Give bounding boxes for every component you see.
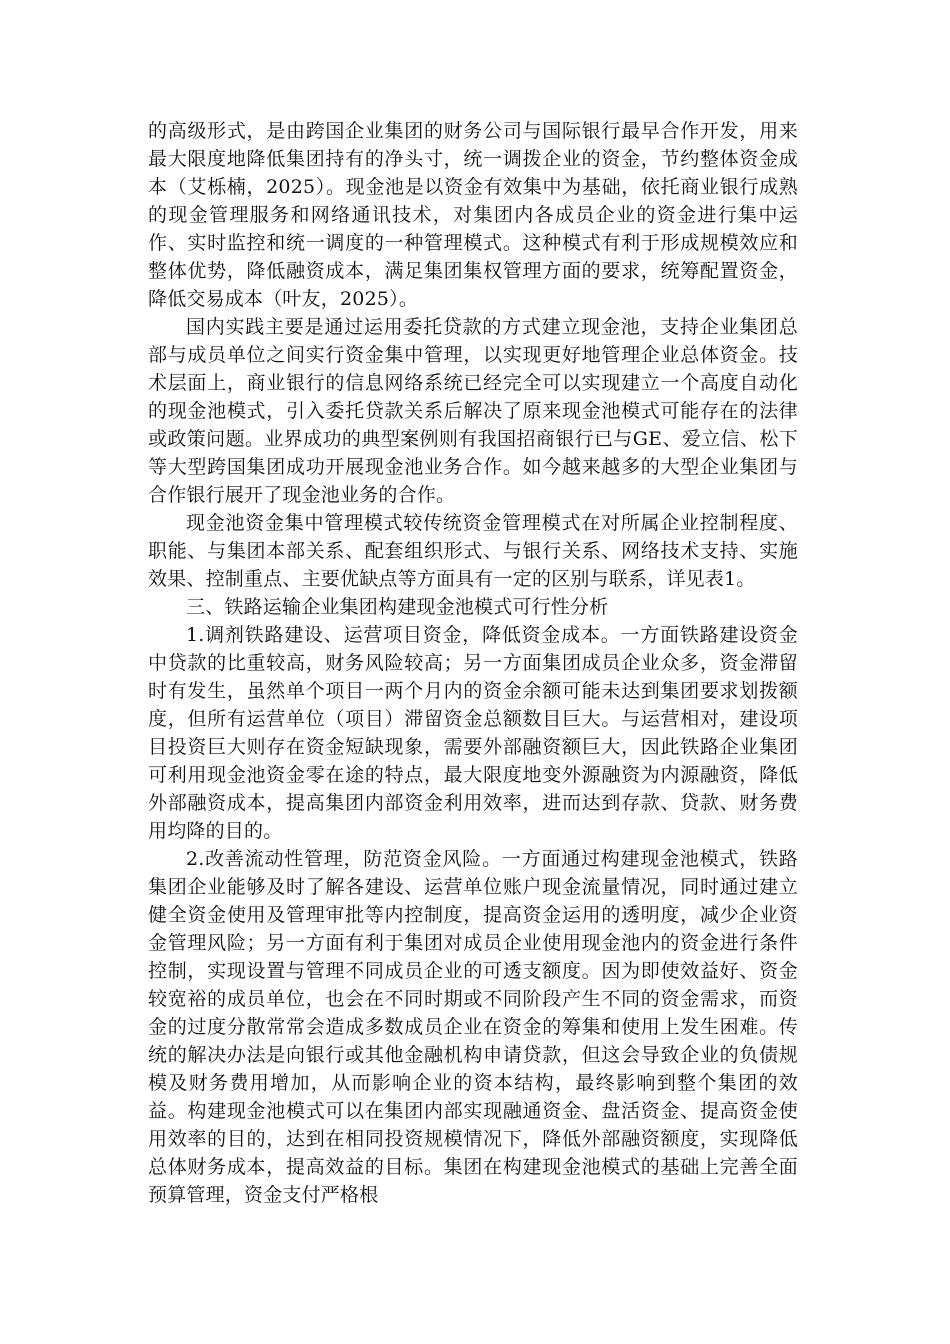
paragraph-point-1: 1.调剂铁路建设、运营项目资金，降低资金成本。一方面铁路建设资金中贷款的比重较高，财务风险较高；另一方面集团成员企业众多，资金滞留时有发生，虽然单个项目一两个月内的资金余额可能未达到集团要求划拨额度，但所有运营单位（项目）滞留资金总额数目巨大。与运营相对，建设项目投资巨大则存在资金短缺现象，需要外部融资额巨大，因此铁路企业集团可利用现金池资金零在途的特点，最大限度地变外源融资为内源融资，降低外部融资成本，提高集团内部资金利用效率，进而达到存款、贷款、财务费用均降的目的。: [148, 624, 798, 842]
document-body: [148, 117, 798, 1209]
section-heading-feasibility: 三、铁路运输企业集团构建现金池模式可行性分析: [186, 596, 609, 618]
paragraph-point-2: 2.改善流动性管理，防范资金风险。一方面通过构建现金池模式，铁路集团企业能够及时了解各建设、运营单位账户现金流量情况，同时通过建立健全资金使用及管理审批等内控制度，提高资金运用的透明度，减少企业资金管理风险；另一方面有利于集团对成员企业使用现金池内的资金进行条件控制，实现设置与管理不同成员企业的可透支额度。因为即使效益好、资金较宽裕的成员单位，也会在不同时期或不同阶段产生不同的资金需求，而资金的过度分散常常会造成多数成员企业在资金的筹集和使用上发生困难。传统的解决办法是向银行或其他金融机构申请贷款，但这会导致企业的负债规模及财务费用增加，从而影响企业的资本结构，最终影响到整个集团的效益。构建现金池模式可以在集团内部实现融通资金、盘活资金、提高资金使用效率的目的，达到在相同投资规模情况下，降低外部融资额度，实现降低总体财务成本，提高效益的目标。集团在构建现金池模式的基础上完善全面预算管理，资金支付严格根: [148, 848, 798, 1206]
paragraph-model-comparison: 现金池资金集中管理模式较传统资金管理模式在对所属企业控制程度、职能、与集团本部关系、配套组织形式、与银行关系、网络技术支持、实施效果、控制重点、主要优缺点等方面具有一定的区别与联系，详见表1。: [148, 512, 798, 590]
paragraph-domestic-practice: 国内实践主要是通过运用委托贷款的方式建立现金池，支持企业集团总部与成员单位之间实行资金集中管理，以实现更好地管理企业总体资金。技术层面上，商业银行的信息网络系统已经完全可以实现建立一个高度自动化的现金池模式，引入委托贷款关系后解决了原来现金池模式可能存在的法律或政策问题。业界成功的典型案例则有我国招商银行已与GE、爱立信、松下等大型跨国集团成功开展现金池业务合作。如今越来越多的大型企业集团与合作银行展开了现金池业务的合作。: [148, 316, 798, 506]
paragraph-cash-pool-definition: 的高级形式，是由跨国企业集团的财务公司与国际银行最早合作开发，用来最大限度地降低集团持有的净头寸，统一调拨企业的资金，节约整体资金成本（艾栎楠，2025）。现金池是以资金有效集中为基础，依托商业银行成熟的现金管理服务和网络通讯技术，对集团内各成员企业的资金进行集中运作、实时监控和统一调度的一种管理模式。这种模式有利于形成规模效应和整体优势，降低融资成本，满足集团集权管理方面的要求，统筹配置资金，降低交易成本（叶友，2025）。: [148, 120, 798, 310]
